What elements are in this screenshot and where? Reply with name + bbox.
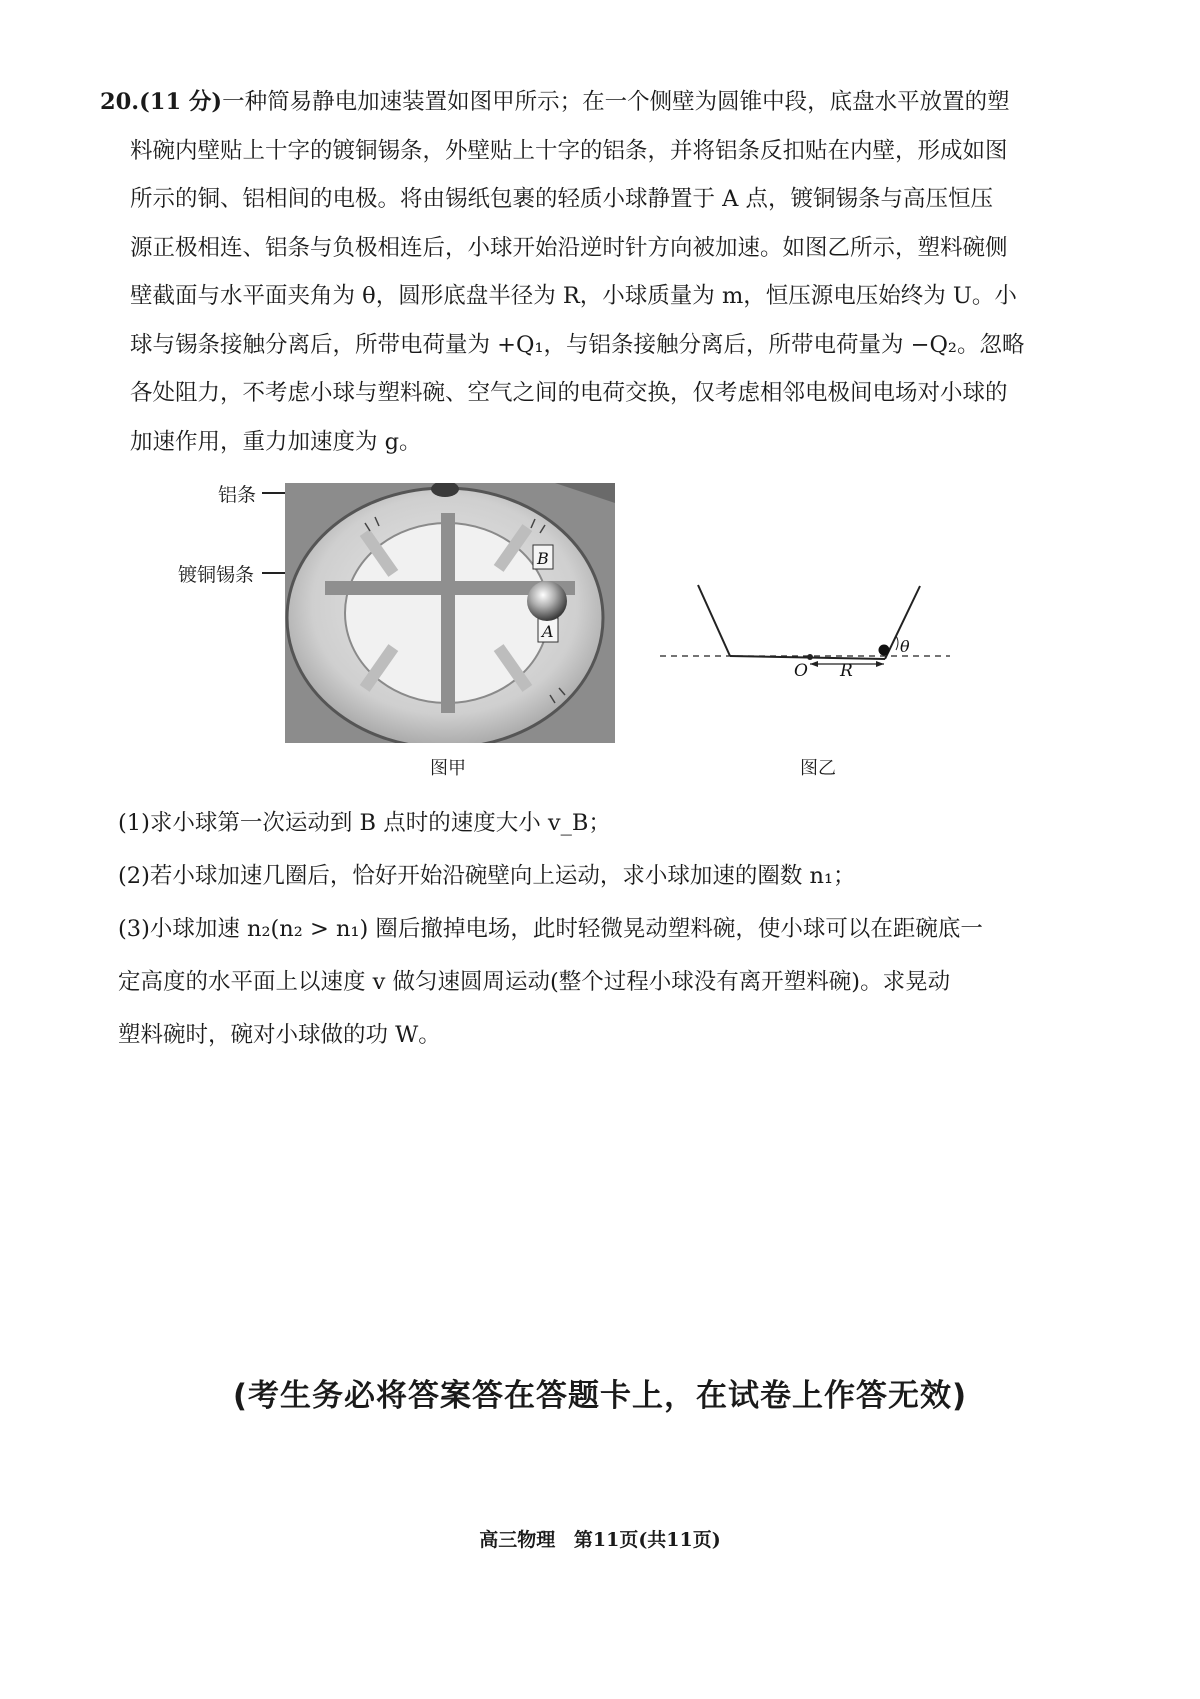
label-r: R	[840, 661, 853, 681]
point-b-label: B	[537, 549, 549, 568]
bowl-photo-illustration	[285, 483, 615, 743]
figures	[0, 480, 1200, 780]
question-2: (2)若小球加速几圈后，恰好开始沿碗壁向上运动，求小球加速的圈数 n₁；	[118, 863, 856, 889]
callout-aluminum-label: 铝条	[218, 484, 257, 506]
label-theta: θ	[900, 637, 910, 656]
label-o: O	[794, 661, 808, 681]
center-point	[807, 654, 813, 660]
answer-notice: (考生务必将答案答在答题卡上，在试卷上作答无效)	[232, 1378, 968, 1414]
problem-line-7: 各处阻力，不考虑小球与塑料碗、空气之间的电荷交换，仅考虑相邻电极间电场对小球的	[130, 380, 1008, 406]
point-a-label: A	[542, 622, 554, 641]
footer-subject: 高三物理	[479, 1529, 556, 1551]
question-3-line-1: (3)小球加速 n₂(n₂ > n₁) 圈后撤掉电场，此时轻微晃动塑料碗，使小球可以在距碗底一	[118, 916, 983, 942]
problem-line-8: 加速作用，重力加速度为 g。	[130, 428, 422, 455]
ball-marker	[879, 645, 890, 656]
foil-ball	[527, 581, 567, 621]
problem-line-6: 球与锡条接触分离后，所带电荷量为 +Q₁，与铝条接触分离后，所带电荷量为 −Q₂。忽略	[130, 331, 1025, 358]
problem-line-5: 壁截面与水平面夹角为 θ，圆形底盘半径为 R，小球质量为 m，恒压源电压始终为 U。小	[130, 283, 1017, 309]
problem-statement	[100, 78, 1040, 466]
problem-line-3: 所示的铜、铝相间的电极。将由锡纸包裹的轻质小球静置于 A 点，镀铜锡条与高压恒压	[130, 186, 994, 212]
question-1: (1)求小球第一次运动到 B 点时的速度大小 v_B；	[118, 810, 611, 836]
bowl-photo	[285, 483, 615, 743]
question-3-line-2: 定高度的水平面上以速度 v 做匀速圆周运动(整个过程小球没有离开塑料碗)。求晃动	[118, 969, 951, 995]
problem-number: 20.(11 分)	[100, 89, 223, 115]
problem-line-2: 料碗内壁贴上十字的镀铜锡条，外壁贴上十字的铝条，并将铝条反扣贴在内壁，形成如图	[130, 137, 1008, 164]
problem-line-4: 源正极相连、铝条与负极相连后，小球开始沿逆时针方向被加速。如图乙所示，塑料碗侧	[130, 234, 1008, 261]
question-3-line-3: 塑料碗时，碗对小球做的功 W。	[118, 1022, 441, 1048]
footer-page: 第11页(共11页)	[573, 1529, 721, 1551]
left-wall	[698, 585, 730, 656]
sub-questions	[118, 797, 1058, 1062]
page-footer	[0, 1525, 1200, 1552]
figure-b-caption: 图乙	[800, 758, 836, 779]
callout-copper-label: 镀铜锡条	[178, 564, 255, 586]
bowl-cross-section-diagram	[660, 580, 980, 690]
figure-a-caption: 图甲	[430, 758, 466, 779]
problem-line-1: 20.(11 分)一种简易静电加速装置如图甲所示；在一个侧壁为圆锥中段，底盘水平放置的塑	[100, 89, 1010, 115]
